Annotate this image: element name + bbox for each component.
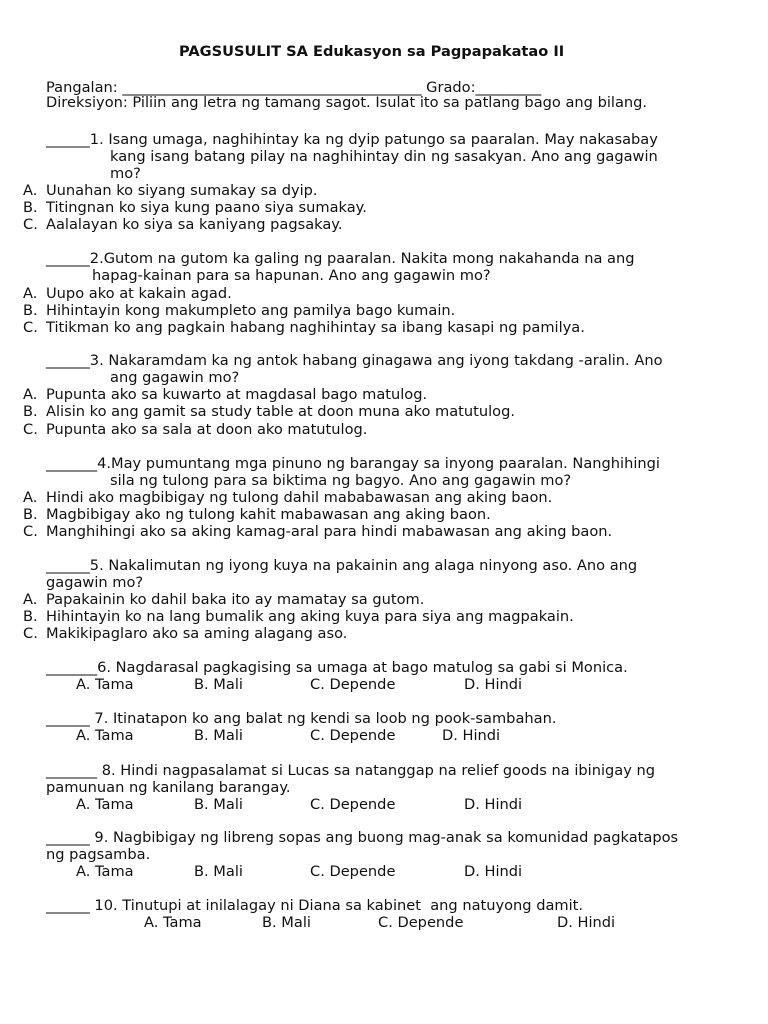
q4-choice-letter-b: B. — [23, 506, 38, 523]
q5-choice-text-c: Makikipaglaro ako sa aming alagang aso. — [46, 625, 348, 642]
q7-option-c: C. Depende — [310, 727, 396, 744]
q3-stem-line-2: ang gagawin mo? — [110, 369, 240, 386]
q1-choice-letter-a: A. — [23, 182, 38, 199]
q4-choice-text-b: Magbibigay ako ng tulong kahit mabawasan ang aking baon. — [46, 506, 491, 523]
q4-choice-text-a: Hindi ako magbibigay ng tulong dahil mababawasan ang aking baon. — [46, 489, 553, 506]
q8-option-a: A. Tama — [76, 796, 134, 813]
q2-stem-line-1: ______2.Gutom na gutom ka galing ng paaralan. Nakita mong nakahanda na ang — [46, 250, 635, 267]
q4-stem-line-2: sila ng tulong para sa biktima ng bagyo. Ano ang gagawin mo? — [110, 472, 572, 489]
q1-stem-line-1: ______1. Isang umaga, naghihintay ka ng dyip patungo sa paaralan. May nakasabay — [46, 131, 658, 148]
q3-stem-line-1: ______3. Nakaramdam ka ng antok habang ginagawa ang iyong takdang -aralin. Ano — [46, 352, 663, 369]
q5-stem-line-1: ______5. Nakalimutan ng iyong kuya na pakainin ang alaga ninyong aso. Ano ang — [46, 557, 638, 574]
q5-choice-letter-b: B. — [23, 608, 38, 625]
q9-option-d: D. Hindi — [464, 863, 523, 880]
q7-stem-line-1: ______ 7. Itinatapon ko ang balat ng kendi sa loob ng pook-sambahan. — [46, 710, 557, 727]
q2-choice-text-c: Titikman ko ang pagkain habang naghihintay sa ibang kasapi ng pamilya. — [46, 319, 585, 336]
q3-choice-letter-b: B. — [23, 403, 38, 420]
directions: Direksiyon: Piliin ang letra ng tamang sagot. Isulat ito sa patlang bago ang bilang. — [46, 94, 648, 111]
q10-option-c: C. Depende — [378, 914, 464, 931]
q9-option-c: C. Depende — [310, 863, 396, 880]
q7-option-a: A. Tama — [76, 727, 134, 744]
q8-stem-line-1: _______ 8. Hindi nagpasalamat si Lucas sa natanggap na relief goods na ibinigay ng — [46, 762, 656, 779]
q5-choice-text-a: Papakainin ko dahil baka ito ay mamatay sa gutom. — [46, 591, 425, 608]
q4-choice-letter-a: A. — [23, 489, 38, 506]
q3-choice-letter-c: C. — [23, 421, 38, 438]
q1-choice-letter-b: B. — [23, 199, 38, 216]
q10-option-a: A. Tama — [144, 914, 202, 931]
q5-choice-letter-a: A. — [23, 591, 38, 608]
q6-option-c: C. Depende — [310, 676, 396, 693]
q1-choice-text-c: Aalalayan ko siya sa kaniyang pagsakay. — [46, 216, 343, 233]
q7-option-b: B. Mali — [194, 727, 243, 744]
q2-choice-letter-c: C. — [23, 319, 38, 336]
quiz-title: PAGSUSULIT SA Edukasyon sa Pagpapakatao II — [179, 43, 565, 60]
name-grade-line: Pangalan: _________________________________________ Grado:_________ — [46, 79, 542, 96]
q7-option-d: D. Hindi — [442, 727, 501, 744]
q8-option-c: C. Depende — [310, 796, 396, 813]
q10-option-b: B. Mali — [262, 914, 311, 931]
q8-option-b: B. Mali — [194, 796, 243, 813]
q2-choice-text-a: Uupo ako at kakain agad. — [46, 285, 232, 302]
q2-choice-text-b: Hihintayin kong makumpleto ang pamilya bago kumain. — [46, 302, 456, 319]
q6-option-d: D. Hindi — [464, 676, 523, 693]
q4-stem-line-1: _______4.May pumuntang mga pinuno ng barangay sa inyong paaralan. Nanghihingi — [46, 455, 660, 472]
q3-choice-text-a: Pupunta ako sa kuwarto at magdasal bago matulog. — [46, 386, 428, 403]
q1-stem-line-2: kang isang batang pilay na naghihintay din ng sasakyan. Ano ang gagawin — [110, 148, 658, 165]
q10-stem-line-1: ______ 10. Tinutupi at inilalagay ni Diana sa kabinet ang natuyong damit. — [46, 897, 584, 914]
q4-choice-letter-c: C. — [23, 523, 38, 540]
q9-stem-line-2: ng pagsamba. — [46, 846, 151, 863]
q4-choice-text-c: Manghihingi ako sa aking kamag-aral para hindi mabawasan ang aking baon. — [46, 523, 613, 540]
q3-choice-text-c: Pupunta ako sa sala at doon ako matutulog. — [46, 421, 368, 438]
q8-stem-line-2: pamunuan ng kanilang barangay. — [46, 779, 291, 796]
q2-choice-letter-b: B. — [23, 302, 38, 319]
q6-option-b: B. Mali — [194, 676, 243, 693]
q3-choice-text-b: Alisin ko ang gamit sa study table at doon muna ako matutulog. — [46, 403, 516, 420]
q5-choice-text-b: Hihintayin ko na lang bumalik ang aking kuya para siya ang magpakain. — [46, 608, 574, 625]
q9-stem-line-1: ______ 9. Nagbibigay ng libreng sopas ang buong mag-anak sa komunidad pagkatapos — [46, 829, 679, 846]
q8-option-d: D. Hindi — [464, 796, 523, 813]
q9-option-b: B. Mali — [194, 863, 243, 880]
q6-option-a: A. Tama — [76, 676, 134, 693]
q2-stem-line-2: hapag-kainan para sa hapunan. Ano ang gagawin mo? — [92, 267, 491, 284]
q9-option-a: A. Tama — [76, 863, 134, 880]
q2-choice-letter-a: A. — [23, 285, 38, 302]
q1-choice-text-b: Titingnan ko siya kung paano siya sumakay. — [46, 199, 367, 216]
q5-choice-letter-c: C. — [23, 625, 38, 642]
q10-option-d: D. Hindi — [557, 914, 616, 931]
q6-stem-line-1: _______6. Nagdarasal pagkagising sa umaga at bago matulog sa gabi si Monica. — [46, 659, 628, 676]
q1-choice-letter-c: C. — [23, 216, 38, 233]
q3-choice-letter-a: A. — [23, 386, 38, 403]
q5-stem-line-2: gagawin mo? — [46, 574, 144, 591]
q1-stem-line-3: mo? — [110, 165, 141, 182]
q1-choice-text-a: Uunahan ko siyang sumakay sa dyip. — [46, 182, 318, 199]
